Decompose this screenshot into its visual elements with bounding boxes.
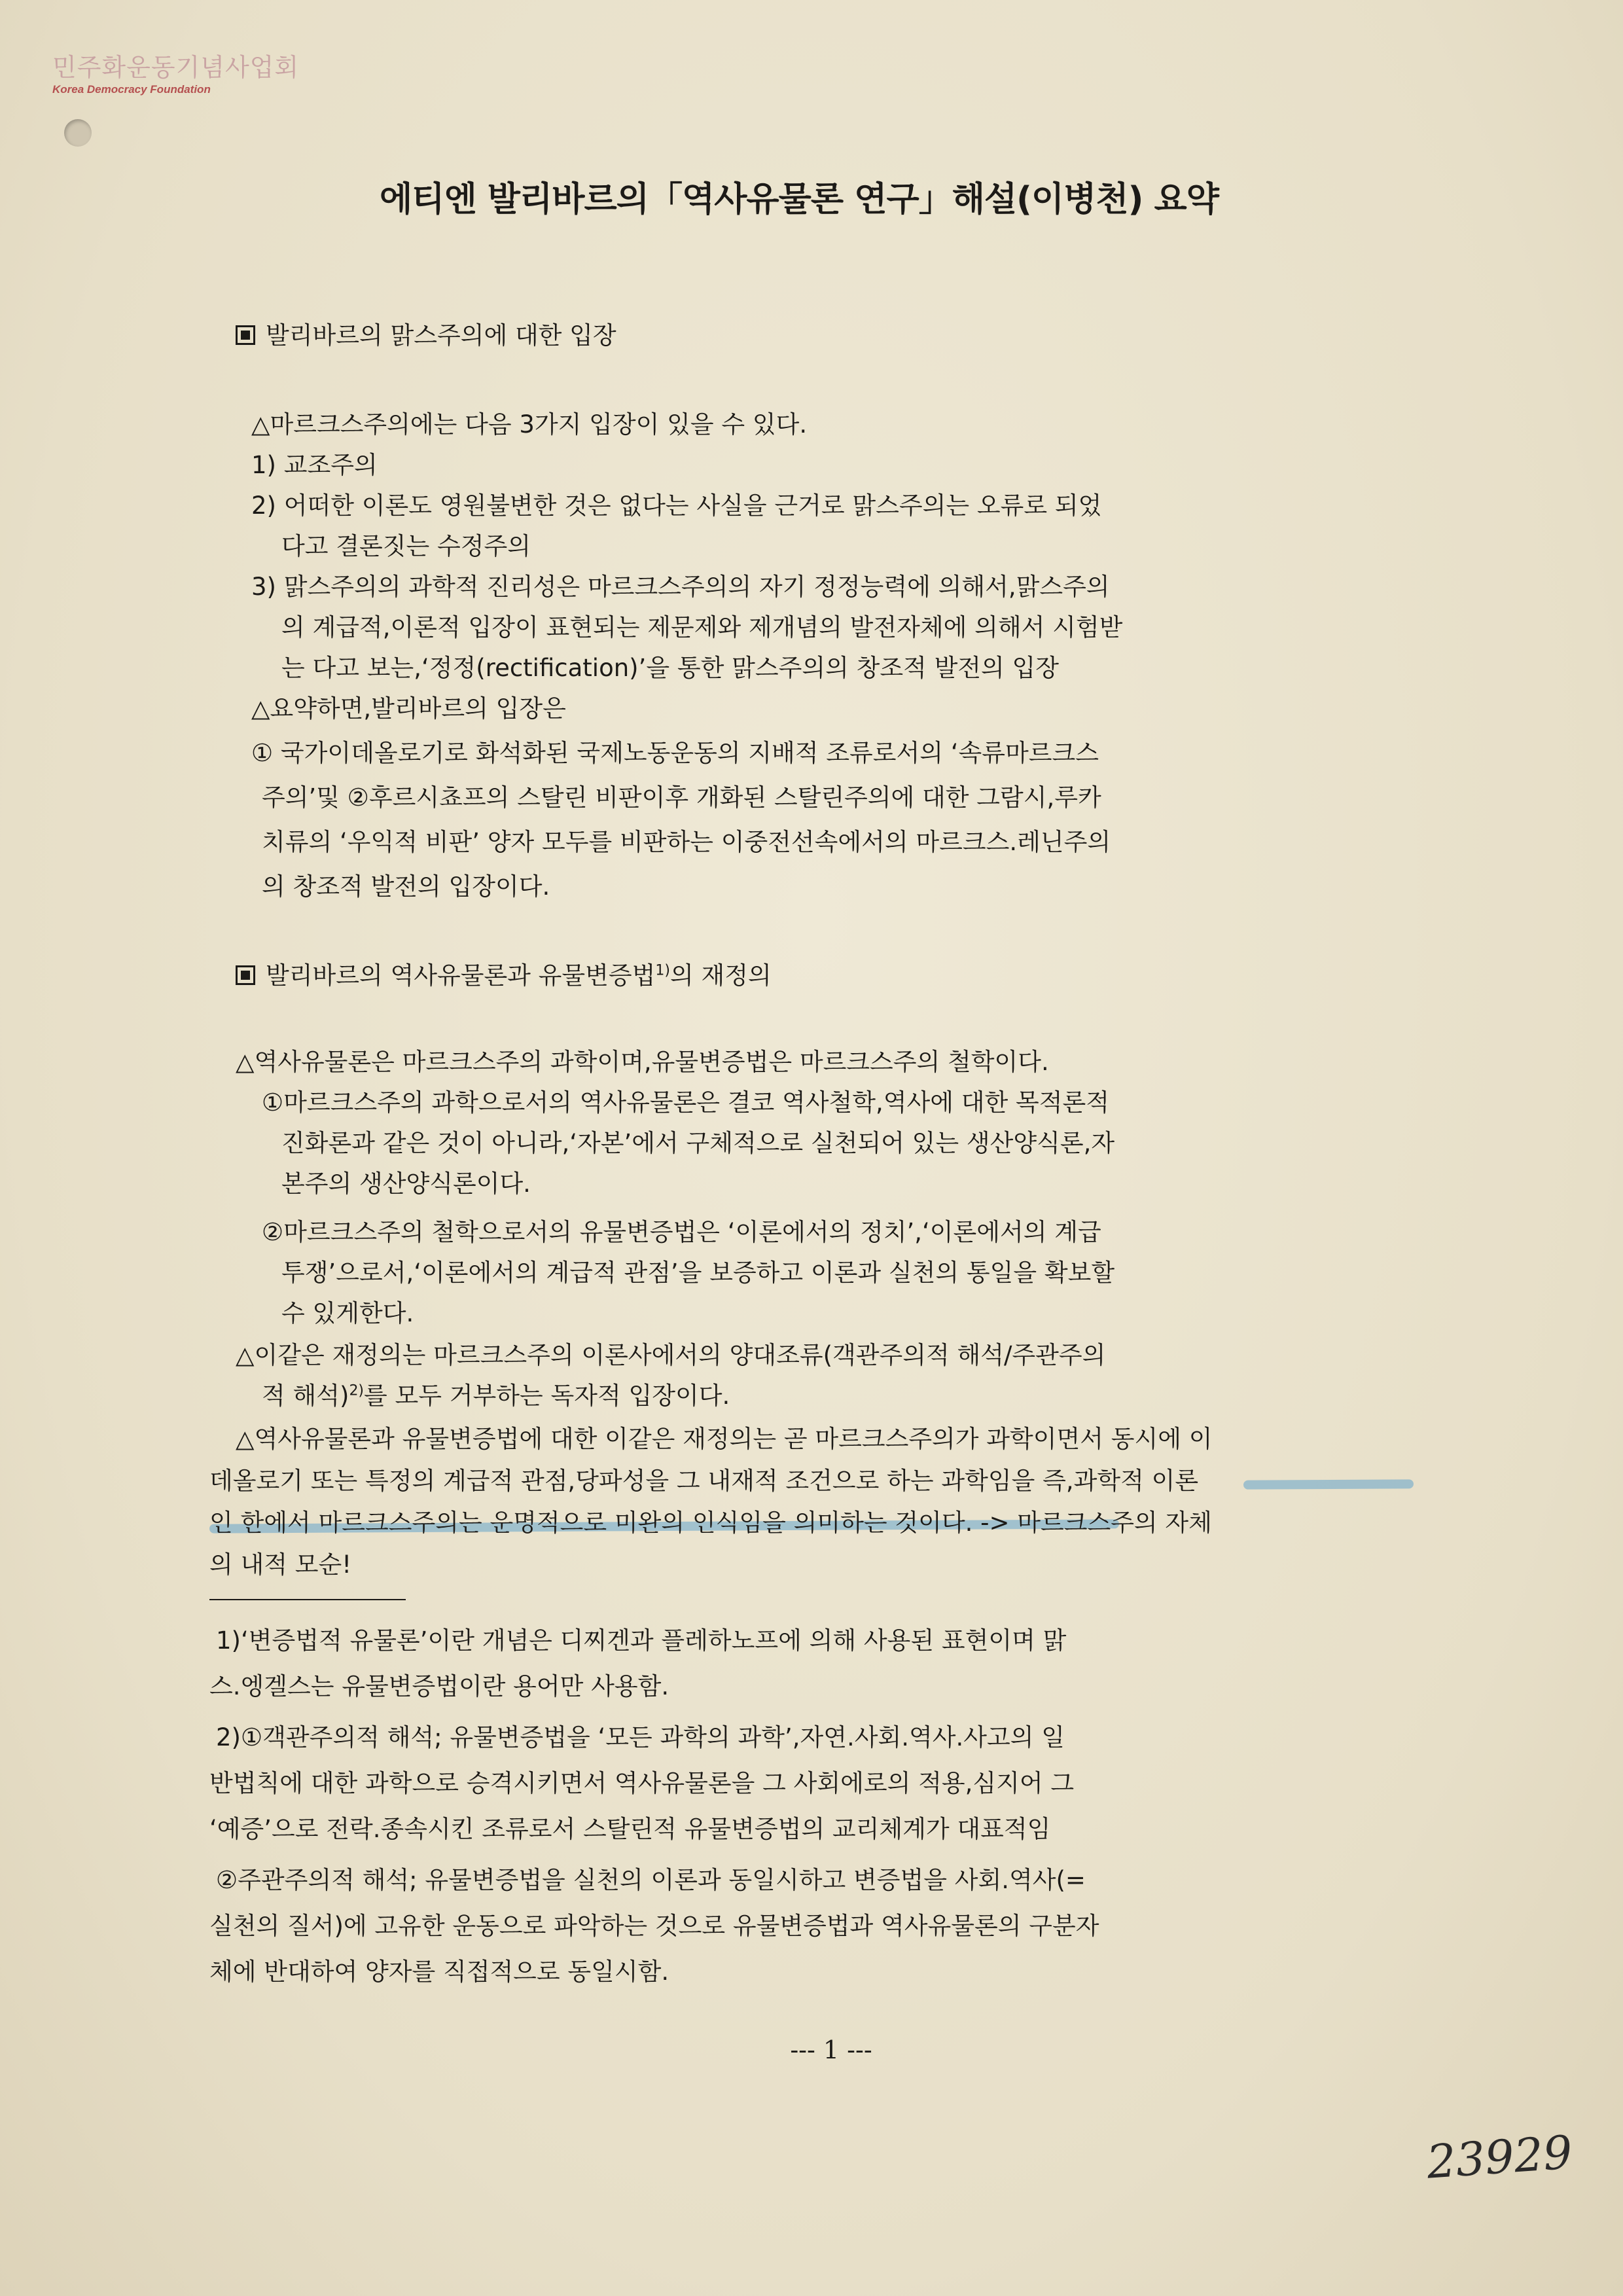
square-bullet-icon bbox=[236, 325, 255, 345]
footnote-ref-1: 1) bbox=[655, 962, 670, 979]
footnote-line: 스.엥겔스는 유물변증법이란 용어만 사용함. bbox=[209, 1672, 669, 1700]
section2-line: △이같은 재정의는 마르크스주의 이론사에서의 양대조류(객관주의적 해석/주관주의 bbox=[236, 1341, 1106, 1369]
section2-line bbox=[262, 1376, 730, 1411]
section2-line: 투쟁’으로서,‘이론에서의 계급적 관점’을 보증하고 이론과 실천의 통일을 확보할 bbox=[281, 1259, 1115, 1287]
logo-english-text: Korea Democracy Foundation bbox=[52, 83, 211, 96]
page-number: --- 1 --- bbox=[790, 2036, 872, 2064]
square-bullet-icon bbox=[236, 965, 255, 985]
section1-heading-text: 발리바르의 맑스주의에 대한 입장 bbox=[266, 321, 616, 350]
section1-line: 치류의 ‘우익적 비판’ 양자 모두를 비판하는 이중전선속에서의 마르크스.레닌주의 bbox=[262, 828, 1111, 856]
section2-line: 데올로기 또는 특정의 계급적 관점,당파성을 그 내재적 조건으로 하는 과학임을 즉,과학적 이론 bbox=[209, 1467, 1199, 1495]
footnote-line: 1)‘변증법적 유물론’이란 개념은 디찌겐과 플레하노프에 의해 사용된 표현이며 맑 bbox=[216, 1626, 1067, 1655]
section2-line: △역사유물론과 유물변증법에 대한 이같은 재정의는 곧 마르크스주의가 과학이면서 동시에 이 bbox=[236, 1425, 1213, 1453]
section2-line-part: 를 모두 거부하는 독자적 입장이다. bbox=[364, 1382, 730, 1410]
section1-heading bbox=[236, 315, 616, 351]
footnote-line: 체에 반대하여 양자를 직접적으로 동일시함. bbox=[209, 1958, 669, 1986]
section2-line: 수 있게한다. bbox=[281, 1299, 414, 1327]
section1-line: 의 창조적 발전의 입장이다. bbox=[262, 872, 550, 901]
section1-line: 다고 결론짓는 수정주의 bbox=[281, 532, 531, 560]
section1-line: 3) 맑스주의의 과학적 진리성은 마르크스주의의 자기 정정능력에 의해서,맑스주의 bbox=[251, 573, 1110, 601]
section1-line: △마르크스주의에는 다음 3가지 입장이 있을 수 있다. bbox=[251, 410, 808, 439]
section2-line: 진화론과 같은 것이 아니라,‘자본’에서 구체적으로 실천되어 있는 생산양식론,자 bbox=[281, 1129, 1115, 1157]
footnote-line: 2)①객관주의적 해석; 유물변증법을 ‘모든 과학의 과학’,자연.사회.역사.사고의 일 bbox=[216, 1723, 1065, 1751]
section1-line: △요약하면,발리바르의 입장은 bbox=[251, 694, 566, 723]
marker-highlight bbox=[1243, 1479, 1414, 1489]
section1-line: 의 계급적,이론적 입장이 표현되는 제문제와 제개념의 발전자체에 의해서 시험받 bbox=[281, 613, 1123, 641]
footnote-line: 실천의 질서)에 고유한 운동으로 파악하는 것으로 유물변증법과 역사유물론의 구분자 bbox=[209, 1912, 1099, 1940]
section2-line: 본주의 생산양식론이다. bbox=[281, 1170, 531, 1198]
document-title: 에티엔 발리바르의「역사유물론 연구」해설(이병천) 요약 bbox=[380, 180, 1219, 219]
handwritten-archive-number: 23929 bbox=[1425, 2125, 1575, 2189]
logo-korean-text: 민주화운동기념사업회 bbox=[52, 53, 300, 82]
section1-line: 1) 교조주의 bbox=[251, 451, 378, 479]
section2-line: 의 내적 모순! bbox=[209, 1551, 352, 1579]
footnote-line: ‘예증’으로 전락.종속시킨 조류로서 스탈린적 유물변증법의 교리체계가 대표적임 bbox=[209, 1815, 1051, 1843]
section2-line: 인 한에서 마르크스주의는 운명적으로 미완의 인식임을 의미하는 것이다. -> 마르크스주의 자체 bbox=[209, 1509, 1212, 1537]
foundation-logo bbox=[52, 52, 300, 97]
punch-hole bbox=[64, 119, 92, 147]
section2-line: △역사유물론은 마르크스주의 과학이며,유물변증법은 마르크스주의 철학이다. bbox=[236, 1048, 1049, 1076]
section1-line: 주의’및 ②후르시쵸프의 스탈린 비판이후 개화된 스탈린주의에 대한 그람시,루카 bbox=[262, 783, 1101, 812]
section2-heading-text: 발리바르의 역사유물론과 유물변증법 bbox=[266, 961, 656, 990]
section2-line: ②마르크스주의 철학으로서의 유물변증법은 ‘이론에서의 정치’,‘이론에서의 계급 bbox=[262, 1218, 1101, 1246]
section2-line-part: 적 해석) bbox=[262, 1382, 349, 1410]
section1-line: 2) 어떠한 이론도 영원불변한 것은 없다는 사실을 근거로 맑스주의는 오류로 되었 bbox=[251, 492, 1102, 520]
footnote-divider bbox=[209, 1599, 406, 1600]
section1-line: ① 국가이데올로기로 화석화된 국제노동운동의 지배적 조류로서의 ‘속류마르크스 bbox=[251, 739, 1099, 767]
footnote-line: ②주관주의적 해석; 유물변증법을 실천의 이론과 동일시하고 변증법을 사회.역사(= bbox=[216, 1866, 1086, 1894]
section2-heading bbox=[236, 956, 772, 991]
section2-heading-tail: 의 재정의 bbox=[670, 961, 772, 990]
section1-line: 는 다고 보는,‘정정(rectification)’을 통한 맑스주의의 창조적 발전의 입장 bbox=[281, 654, 1060, 682]
footnote-ref-2: 2) bbox=[349, 1382, 365, 1399]
section2-line: ①마르크스주의 과학으로서의 역사유물론은 결코 역사철학,역사에 대한 목적론적 bbox=[262, 1088, 1109, 1117]
footnote-line: 반법칙에 대한 과학으로 승격시키면서 역사유물론을 그 사회에로의 적용,심지어 그 bbox=[209, 1769, 1075, 1797]
